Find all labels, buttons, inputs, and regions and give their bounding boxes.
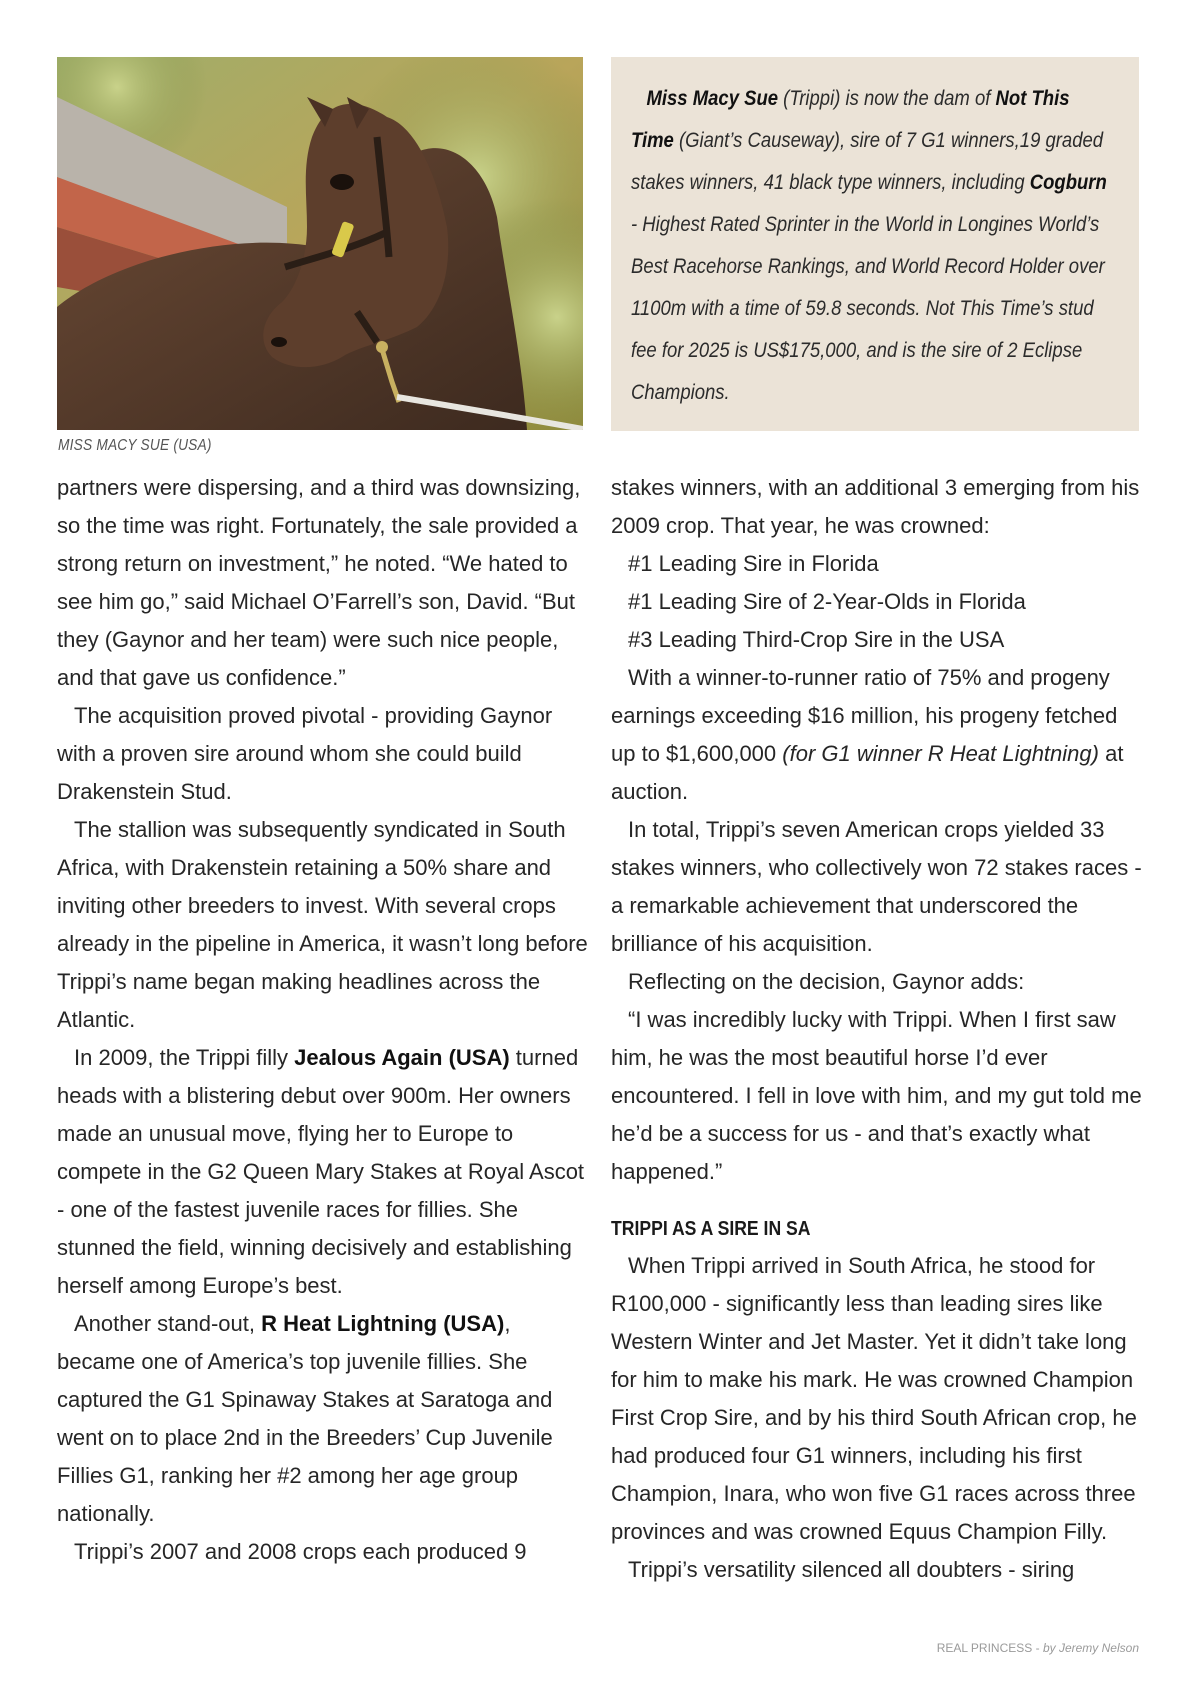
sidebar-text: [631, 77, 1111, 413]
photo-caption: MISS MACY SUE (USA): [58, 437, 212, 454]
quote-paragraph: “I was incredibly lucky with Trippi. When I first saw him, he was the most beautiful horse I’d ever encountered. I fell in love with him, and my gut told me he’d be a success for us - and that’s exactly what happened.”: [611, 1007, 1142, 1184]
footer-separator: -: [1032, 1641, 1043, 1655]
left-paragraph-5-end: , became one of America’s top juvenile fillies. She captured the G1 Spinaway Stakes at Saratoga and went on to place 2nd in the Breeders’ Cup Juvenile Fillies G1, ranking her #2 among her age group nationally.: [57, 1311, 553, 1526]
left-paragraph-5-start: Another stand-out,: [74, 1311, 262, 1336]
sidebar-star-name: Cogburn: [1029, 170, 1107, 194]
sidebar-horse-name: Miss Macy Sue: [646, 86, 779, 110]
ranking-list-item: #3 Leading Third-Crop Sire in the USA: [628, 627, 1005, 652]
footer-byline: by Jeremy Nelson: [1042, 1641, 1139, 1655]
right-column: [611, 469, 1146, 1589]
left-paragraph-2: The acquisition proved pivotal - providing Gaynor with a proven sire around whom she could build Drakenstein Stud.: [57, 703, 553, 804]
left-paragraph-4-end: turned heads with a blistering debut over 900m. Her owners made an unusual move, flying her to Europe to compete in the G2 Queen Mary Stakes at Royal Ascot - one of the fastest juvenile races for fillies. She stunned the field, winning decisively and establishing herself among Europe’s best.: [57, 1045, 585, 1298]
left-paragraph-4: [57, 1039, 592, 1305]
left-paragraph-3: The stallion was subsequently syndicated in South Africa, with Drakenstein retaining a 50% share and inviting other breeders to invest. With several crops already in the pipeline in America, it wasn’t long before Trippi’s name began making headlines across the Atlantic.: [57, 817, 588, 1032]
right-paragraph-4: Reflecting on the decision, Gaynor adds:: [628, 969, 1025, 994]
sidebar-text-2: (Giant’s Causeway), sire of 7 G1 winners,19 graded stakes winners, 41 black type winners, including: [631, 128, 1104, 194]
left-paragraph-1: partners were dispersing, and a third was downsizing, so the time was right. Fortunately, the sale provided a strong return on investment,” he noted. “We hated to see him go,” said Michael O’Farrell’s son, David. “But they (Gaynor and her team) were such nice people, and that gave us confidence.”: [57, 475, 581, 690]
horse-photo: [57, 57, 583, 430]
ranking-list-item: #1 Leading Sire in Florida: [628, 551, 879, 576]
ranking-list-item: #1 Leading Sire of 2-Year-Olds in Florida: [628, 589, 1026, 614]
left-paragraph-6: Trippi’s 2007 and 2008 crops each produced 9: [74, 1539, 527, 1564]
right-paragraph-7: Trippi’s versatility silenced all doubters - siring: [628, 1557, 1075, 1582]
section-heading: TRIPPI AS A SIRE IN SA: [611, 1218, 811, 1240]
right-paragraph-2-italic: (for G1 winner R Heat Lightning): [782, 741, 1099, 766]
r-heat-lightning-name: R Heat Lightning (USA): [261, 1311, 505, 1336]
horse-photo-image: [57, 57, 583, 430]
right-paragraph-3: In total, Trippi’s seven American crops yielded 33 stakes winners, who collectively won 72 stakes races - a remarkable achievement that underscored the brilliance of his acquisition.: [611, 817, 1142, 956]
sidebar-offspring-name: Not This Time: [631, 86, 1070, 152]
right-paragraph-6: When Trippi arrived in South Africa, he stood for R100,000 - significantly less than leading sires like Western Winter and Jet Master. Yet it didn’t take long for him to make his mark. He was crowned Champion First Crop Sire, and by his third South African crop, he had produced four G1 winners, including his first Champion, Inara, who won five G1 races across three provinces and was crowned Equus Champion Filly.: [611, 1253, 1137, 1544]
jealous-again-name: Jealous Again (USA): [294, 1045, 510, 1070]
right-paragraph-1: stakes winners, with an additional 3 emerging from his 2009 crop. That year, he was crowned:: [611, 475, 1140, 538]
sidebar-box: [611, 57, 1139, 431]
right-paragraph-2-start: With a winner-to-runner ratio of 75% and progeny earnings exceeding $16 million, his progeny fetched up to $1,600,000: [611, 665, 1118, 766]
sidebar-text-3: - Highest Rated Sprinter in the World in Longines World’s Best Racehorse Rankings, and World Record Holder over 1100m with a time of 59.8 seconds. Not This Time’s stud fee for 2025 is US$175,000, and is the sire of 2 Eclipse Champions.: [631, 212, 1105, 404]
left-paragraph-4-start: In 2009, the Trippi filly: [74, 1045, 295, 1070]
left-column: [57, 469, 592, 1571]
sidebar-text-1: (Trippi) is now the dam of: [778, 86, 996, 110]
left-paragraph-5: [57, 1305, 592, 1533]
right-paragraph-2: [611, 659, 1146, 811]
right-paragraph-2-end: at auction.: [611, 741, 1124, 804]
footer-publication: REAL PRINCESS: [936, 1641, 1033, 1655]
page-footer: [937, 1641, 1139, 1655]
